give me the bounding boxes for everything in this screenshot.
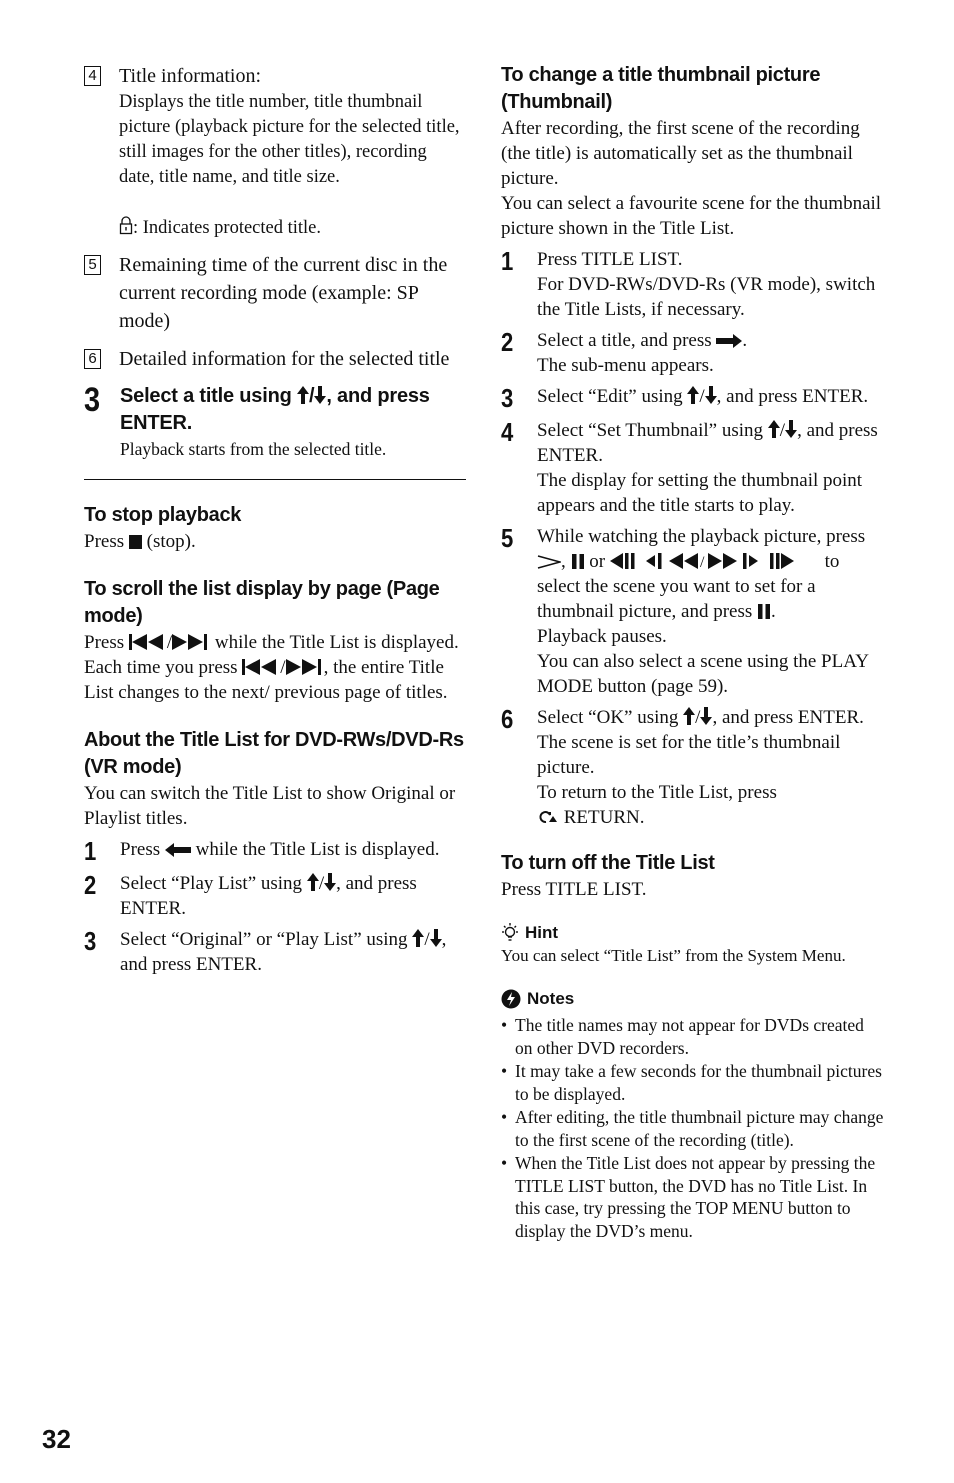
- about-step-2: [84, 871, 466, 921]
- previous-icon: [242, 659, 280, 675]
- down-arrow-icon: [785, 420, 797, 438]
- hint-text: You can select “Title List” from the System Menu.: [501, 946, 846, 965]
- list-item: • When the Title List does not appear by pressing the TITLE LIST button, the DVD has no Title List. In this case, try pressing the TOP MENU button to display the DVD’s menu.: [501, 1152, 885, 1242]
- list-item: • After editing, the title thumbnail picture may change to the first scene of the recording (title).: [501, 1106, 885, 1151]
- about-step-1: [84, 837, 466, 865]
- step-number: 2: [501, 327, 514, 357]
- left-column: [84, 62, 466, 983]
- item-text: Detailed information for the selected title: [119, 348, 450, 370]
- heading-stop-playback: To stop playback: [84, 504, 242, 526]
- step-instruction: Select a title using / , and press ENTER.: [120, 385, 430, 434]
- step-number: 3: [84, 926, 97, 956]
- scroll-page-mode-text: Press / while the Title List is displayed. Each time you press / , the entire Title List changes to the next/ previous page of titles.: [84, 632, 459, 703]
- step-instruction: Select “Set Thumbnail” using / , and press ENTER.: [537, 420, 878, 466]
- step-note: You can also select a scene using the PLAY MODE button (page 59).: [537, 651, 869, 697]
- thumbnail-step-3: [501, 384, 885, 412]
- page-number: 32: [42, 1424, 71, 1454]
- thumbnail-step-1: [501, 247, 885, 322]
- up-arrow-icon: [768, 420, 780, 438]
- down-arrow-icon: [324, 873, 336, 891]
- item-title-information: [84, 62, 466, 241]
- step-note: For DVD-RWs/DVD-Rs (VR mode), switch the Title Lists, if necessary.: [537, 274, 876, 320]
- return-instruction: RETURN.: [537, 805, 885, 830]
- thumbnail-step-2: [501, 328, 885, 378]
- svg-text:/: /: [699, 554, 705, 569]
- thumbnail-step-5: [501, 524, 885, 699]
- right-column: [501, 62, 885, 1243]
- lightbulb-icon: [501, 923, 519, 943]
- step-instruction: Select “Play List” using / , and press ENTER.: [120, 873, 417, 919]
- heading-scroll-page-mode: To scroll the list display by page (Page mode): [84, 578, 440, 627]
- step-number: 3: [84, 381, 101, 419]
- notes-list: [501, 1014, 885, 1242]
- item-title: Title information:: [119, 65, 262, 87]
- skip-scan-controls-icon: [610, 553, 820, 569]
- up-arrow-icon: [687, 386, 699, 404]
- up-arrow-icon: [297, 386, 309, 404]
- turn-off-title-list-text: Press TITLE LIST.: [501, 879, 647, 900]
- item-number-box: 5: [84, 255, 101, 275]
- thumbnail-step-4: [501, 418, 885, 518]
- play-icon: [537, 555, 561, 569]
- step-number: 3: [501, 383, 514, 413]
- step-note: To return to the Title List, press: [537, 782, 777, 803]
- left-arrow-icon: [165, 843, 191, 857]
- section-divider: [84, 479, 466, 480]
- thumbnail-intro-1: After recording, the first scene of the recording (the title) is automatically set as the thumbnail picture.: [501, 118, 860, 189]
- step-instruction: Select “OK” using / , and press ENTER.: [537, 707, 864, 728]
- up-arrow-icon: [683, 707, 695, 725]
- item-number-box: 6: [84, 349, 101, 369]
- protect-note: : Indicates protected title.: [119, 215, 466, 241]
- step-3-select-title: [84, 383, 466, 461]
- down-arrow-icon: [314, 386, 326, 404]
- notes-heading: Notes: [501, 988, 885, 1010]
- item-remaining-time: [84, 251, 466, 335]
- about-step-3: [84, 927, 466, 977]
- step-instruction: Select “Original” or “Play List” using / , and press ENTER.: [120, 929, 447, 975]
- right-arrow-icon: [716, 334, 742, 348]
- about-title-list-intro: You can switch the Title List to show Original or Playlist titles.: [84, 783, 456, 829]
- step-number: 4: [501, 417, 514, 447]
- hint-heading: Hint: [501, 922, 885, 944]
- item-number-box: 4: [84, 66, 101, 86]
- notes-icon: [501, 989, 521, 1009]
- stop-playback-text: Press (stop).: [84, 531, 196, 552]
- heading-about-title-list: About the Title List for DVD-RWs/DVD-Rs (VR mode): [84, 729, 464, 778]
- down-arrow-icon: [700, 707, 712, 725]
- heading-turn-off-title-list: To turn off the Title List: [501, 852, 715, 874]
- down-arrow-icon: [430, 929, 442, 947]
- step-result: The scene is set for the title’s thumbnail picture.: [537, 732, 841, 778]
- up-arrow-icon: [412, 929, 424, 947]
- down-arrow-icon: [705, 386, 717, 404]
- list-item: • The title names may not appear for DVDs created on other DVD recorders.: [501, 1014, 885, 1059]
- thumbnail-intro-2: You can select a favourite scene for the thumbnail picture shown in the Title List.: [501, 193, 882, 239]
- step-instruction: Select a title, and press .: [537, 330, 748, 351]
- next-icon: [286, 659, 324, 675]
- step-number: 1: [84, 836, 97, 866]
- heading-change-thumbnail: To change a title thumbnail picture (Thumbnail): [501, 64, 821, 113]
- stop-icon: [129, 535, 142, 549]
- step-instruction: Select “Edit” using / , and press ENTER.: [537, 386, 869, 407]
- return-icon: [537, 809, 559, 825]
- next-icon: [172, 634, 210, 650]
- previous-icon: [129, 634, 167, 650]
- step-result: The sub-menu appears.: [537, 355, 714, 376]
- lock-icon: [119, 215, 133, 235]
- step-number: 1: [501, 246, 514, 276]
- step-result: Playback starts from the selected title.: [120, 439, 387, 459]
- step-number: 2: [84, 870, 97, 900]
- step-instruction: Press TITLE LIST.: [537, 249, 683, 270]
- up-arrow-icon: [307, 873, 319, 891]
- step-instruction: Press while the Title List is displayed.: [120, 839, 440, 860]
- item-text: Remaining time of the current disc in the current recording mode (example: SP mode): [119, 254, 448, 332]
- pause-icon: [571, 554, 585, 569]
- thumbnail-step-6: [501, 705, 885, 830]
- list-item: • It may take a few seconds for the thumbnail pictures to be displayed.: [501, 1060, 885, 1105]
- item-detailed-information: [84, 345, 466, 373]
- pause-icon: [757, 604, 771, 619]
- step-result: The display for setting the thumbnail point appears and the title starts to play.: [537, 470, 863, 516]
- step-number: 6: [501, 704, 514, 734]
- step-number: 5: [501, 523, 514, 553]
- step-result: Playback pauses.: [537, 626, 667, 647]
- item-description: Displays the title number, title thumbnail picture (playback picture for the selected title, still images for the other titles), recording date, title name, and title size.: [119, 92, 460, 187]
- step-instruction: While watching the playback picture, press , or / to select the scene you want to set for a thumbnail picture, and press .: [537, 526, 866, 622]
